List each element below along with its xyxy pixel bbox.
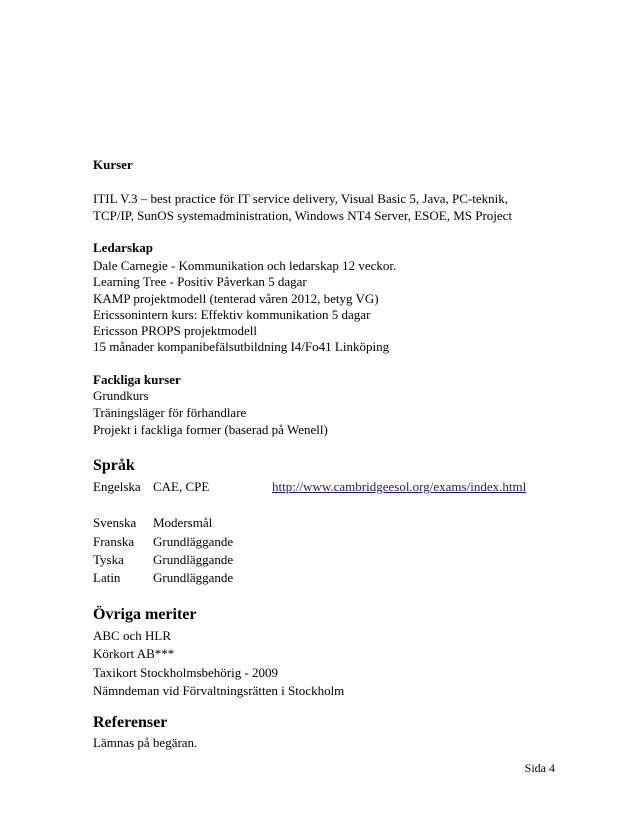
references-text: Lämnas på begäran. (93, 735, 198, 750)
merits-line: ABC och HLR (93, 628, 171, 643)
languages-heading: Språk (93, 457, 135, 474)
language-link[interactable]: http://www.cambridgeesol.org/exams/index.html (272, 479, 527, 494)
merits-heading: Övriga meriter (93, 606, 197, 623)
leadership-line: Learning Tree - Positiv Påverkan 5 dagar (93, 274, 307, 289)
language-lang: Franska (93, 534, 135, 549)
page-number: Sida 4 (524, 761, 555, 775)
language-level: Modersmål (153, 515, 213, 530)
merits-line: Körkort AB*** (93, 646, 175, 661)
language-level: Grundläggande (153, 570, 234, 585)
union-line: Projekt i fackliga former (baserad på Wenell) (93, 422, 328, 437)
language-level: CAE, CPE (153, 479, 210, 494)
language-level: Grundläggande (153, 534, 234, 549)
merits-line: Nämndeman vid Förvaltningsrätten i Stockholm (93, 683, 345, 698)
leadership-line: KAMP projektmodell (tenterad våren 2012, betyg VG) (93, 291, 379, 306)
references-heading: Referenser (93, 714, 168, 731)
union-line: Träningsläger för förhandlare (93, 405, 247, 420)
leadership-heading: Ledarskap (93, 240, 153, 255)
leadership-line: Ericsson PROPS projektmodell (93, 323, 257, 338)
language-lang: Latin (93, 570, 121, 585)
courses-heading: Kurser (93, 157, 133, 172)
leadership-line: Ericssonintern kurs: Effektiv kommunikation 5 dagar (93, 307, 371, 322)
union-line: Grundkurs (93, 388, 149, 403)
courses-line: ITIL V.3 – best practice för IT service delivery, Visual Basic 5, Java, PC-teknik, (93, 191, 508, 206)
language-lang: Svenska (93, 515, 137, 530)
leadership-line: 15 månader kompanibefälsutbildning I4/Fo41 Linköping (93, 339, 390, 354)
language-lang: Engelska (93, 479, 141, 494)
courses-line: TCP/IP, SunOS systemadministration, Windows NT4 Server, ESOE, MS Project (93, 208, 513, 223)
language-level: Grundläggande (153, 552, 234, 567)
language-lang: Tyska (93, 552, 124, 567)
leadership-line: Dale Carnegie - Kommunikation och ledarskap 12 veckor. (93, 258, 397, 273)
merits-line: Taxikort Stockholmsbehörig - 2009 (93, 665, 279, 680)
union-heading: Fackliga kurser (93, 372, 181, 387)
